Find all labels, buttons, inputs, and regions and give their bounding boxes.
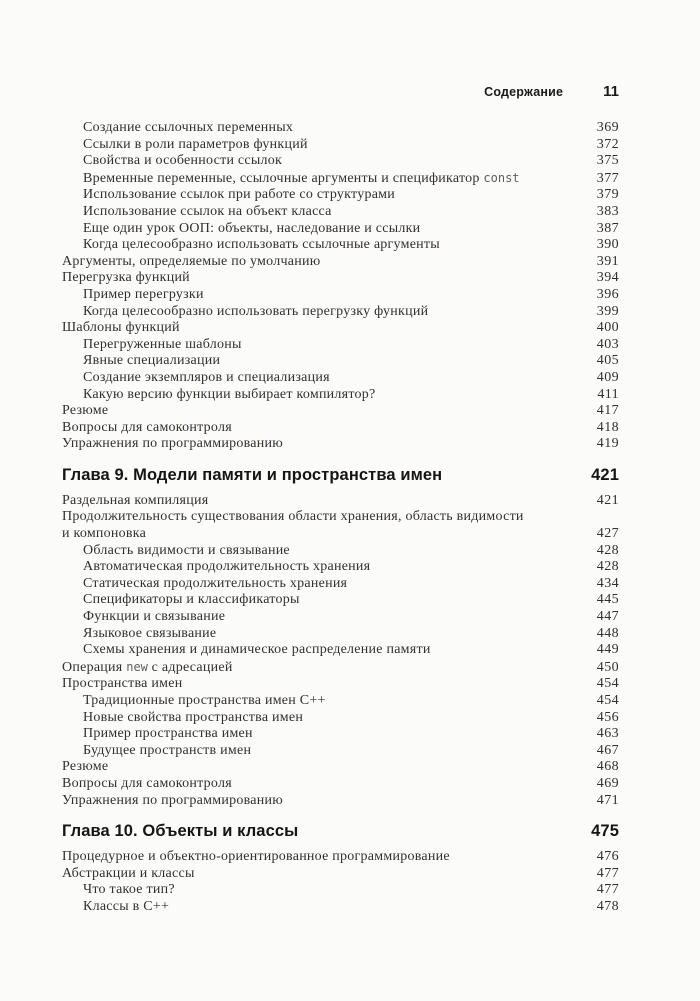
toc-entry-page: 450 [596,659,619,675]
toc-entry-title: Использование ссылок на объект класса [83,203,332,219]
toc-entry [62,403,619,420]
chapter9-heading-title: Глава 9. Модели памяти и пространства имен [62,465,443,484]
toc-entry-page: 469 [596,775,619,791]
toc-entry [62,204,619,221]
toc-entry [62,221,619,238]
toc-entry-page: 477 [596,882,619,898]
toc-entry [62,849,619,866]
toc-entry [62,676,619,693]
toc-entry-page: 391 [596,253,619,269]
toc-entry-title: Перегрузка функций [62,270,190,286]
toc-entry-title: Вопросы для самоконтроля [62,419,232,435]
toc-entry-title [83,170,520,188]
toc-entry-page: 394 [596,270,619,286]
toc-entry-title: Пример перегрузки [83,286,204,302]
toc-entry-title: Пространства имен [62,676,183,692]
toc-entry [62,237,619,254]
toc-entry-title: Статическая продолжительность хранения [83,575,348,591]
toc-entry [62,592,619,609]
toc-entry [62,559,619,576]
toc-entry-page: 375 [596,153,619,169]
toc-entry-page: 428 [596,559,619,575]
toc-entry-title: Спецификаторы и классификаторы [83,592,300,608]
toc-entry-title: Шаблоны функций [62,320,180,336]
toc-entry [62,626,619,643]
toc-entry-title: Автоматическая продолжительность хранения [83,559,371,575]
toc-entry [62,120,619,137]
toc-entry-page: 427 [596,526,619,542]
toc-entry-title: Классы в C++ [83,898,170,914]
toc-entry-page: 405 [596,353,619,369]
toc-entry-page: 434 [596,575,619,591]
toc-entry-page: 454 [596,693,619,708]
toc-entry [62,137,619,154]
toc-entry [62,710,619,727]
toc-entry-title: Перегруженные шаблоны [83,336,242,352]
toc-entry-title: Когда целесообразно использовать ссылочные аргументы [83,237,440,253]
page-content [62,0,619,916]
toc-entry-page: 449 [596,642,619,658]
toc-entry [62,899,619,916]
toc-entry [62,187,619,204]
toc-entry [62,170,619,188]
toc-entry [62,420,619,437]
running-head [62,0,619,100]
toc-entry [62,287,619,304]
toc-entry-page: 421 [596,492,619,508]
toc-chapter8-continuation [62,120,619,453]
toc-entry-page: 411 [597,386,619,402]
toc-entry-page: 369 [596,120,619,135]
chapter9-heading-page: 421 [591,465,619,484]
toc-entry-continuation [62,526,619,543]
toc-entry-page: 379 [596,187,619,203]
toc-entry-page: 417 [596,403,619,419]
toc-entry-title: Резюме [62,759,109,775]
toc-entry-page: 383 [596,203,619,219]
toc-entry-title: Использование ссылок при работе со структурами [83,187,396,203]
toc-entry [62,509,619,526]
toc-entry [62,320,619,337]
toc-entry-page: 463 [596,726,619,742]
toc-entry-page: 403 [596,336,619,352]
toc-entry-title-text: Операция [62,659,127,675]
toc-entry-title: Будущее пространств имен [83,742,252,758]
toc-entry-title: Абстракции и классы [62,865,195,881]
toc-entry [62,436,619,453]
toc-entry-title [62,659,233,677]
toc-entry-title: Новые свойства пространства имен [83,709,304,725]
toc-entry-page: 377 [596,170,619,186]
toc-entry-page: 456 [596,709,619,725]
toc-entry [62,493,619,510]
toc-entry-page: 454 [596,676,619,692]
toc-entry-title: Функции и связывание [83,609,226,625]
toc-entry-page: 445 [596,592,619,608]
toc-chapter9 [62,493,619,809]
toc-entry [62,793,619,810]
toc-entry-page: 418 [596,419,619,435]
toc-entry-title: Аргументы, определяемые по умолчанию [62,253,321,269]
toc-entry-page: 477 [596,865,619,881]
toc-entry-title: Раздельная компиляция [62,492,209,508]
toc-entry [62,642,619,659]
toc-entry [62,866,619,883]
toc-entry [62,153,619,170]
toc-chapter10 [62,849,619,915]
toc-entry-title: Еще один урок ООП: объекты, наследование и ссылки [83,220,421,236]
toc-entry-title: Схемы хранения и динамическое распределение памяти [83,642,431,658]
toc-entry [62,882,619,899]
toc-entry [62,759,619,776]
chapter9-heading [62,465,619,485]
toc-entry-page: 387 [596,220,619,236]
inline-code-const: const [483,170,520,185]
toc-entry-page: 476 [596,849,619,865]
toc-entry [62,270,619,287]
toc-entry [62,337,619,354]
toc-entry-page: 399 [596,303,619,319]
toc-entry-title: Создание экземпляров и специализация [83,369,330,385]
toc-entry [62,543,619,560]
toc-entry-page: 447 [596,609,619,625]
toc-entry [62,776,619,793]
toc-entry-page: 390 [596,237,619,253]
toc-entry [62,370,619,387]
toc-entry-title-text: с адресацией [147,659,233,675]
toc-entry [62,254,619,271]
toc-entry-title: Пример пространства имен [83,726,253,742]
toc-entry [62,726,619,743]
toc-entry [62,387,619,404]
toc-entry-page: 409 [596,369,619,385]
running-head-section-title: Содержание [484,85,564,99]
inline-code-new: new [126,659,148,674]
toc-entry-title: Продолжительность существования области хранения, область видимости [62,509,524,525]
toc-entry-title: Ссылки в роли параметров функций [83,136,308,152]
toc-entry-title: Создание ссылочных переменных [83,120,294,135]
toc-entry-page: 448 [596,625,619,641]
toc-entry-title: Вопросы для самоконтроля [62,775,232,791]
chapter10-heading [62,821,619,841]
toc-entry [62,353,619,370]
toc-entry [62,693,619,710]
toc-entry-title-text: Временные переменные, ссылочные аргументы и спецификатор [83,170,484,186]
toc-entry-page: 396 [596,286,619,302]
toc-entry [62,743,619,760]
toc-entry [62,304,619,321]
toc-entry-title: Упражнения по программированию [62,792,283,808]
toc-entry-page: 419 [596,436,619,452]
toc-entry [62,659,619,677]
chapter10-heading-page: 475 [591,822,619,841]
toc-entry-page: 372 [596,136,619,152]
toc-entry-title: Резюме [62,403,109,419]
toc-entry-title: Область видимости и связывание [83,542,290,558]
toc-entry-page: 478 [596,898,619,914]
toc-entry-title: Свойства и особенности ссылок [83,153,283,169]
toc-entry-page: 428 [596,542,619,558]
toc-entry [62,609,619,626]
toc-entry-title: Традиционные пространства имен C++ [83,693,326,708]
toc-entry-title: Упражнения по программированию [62,436,283,452]
toc-entry-title: Когда целесообразно использовать перегрузку функций [83,303,429,319]
toc-entry-title: Какую версию функции выбирает компилятор? [83,386,376,402]
toc-entry-title: Что такое тип? [83,882,175,898]
toc-entry-page: 400 [596,320,619,336]
toc-entry-title: Языковое связывание [83,625,217,641]
toc-entry-page: 467 [596,742,619,758]
toc-entry-title: Явные специализации [83,353,221,369]
chapter10-heading-title: Глава 10. Объекты и классы [62,822,299,841]
running-head-page-number: 11 [603,83,619,100]
toc-entry-title: Процедурное и объектно-ориентированное программирование [62,849,450,865]
toc-entry [62,576,619,593]
toc-entry-page: 471 [596,792,619,808]
toc-entry-page: 468 [596,759,619,775]
toc-entry-title: и компоновка [62,526,147,542]
